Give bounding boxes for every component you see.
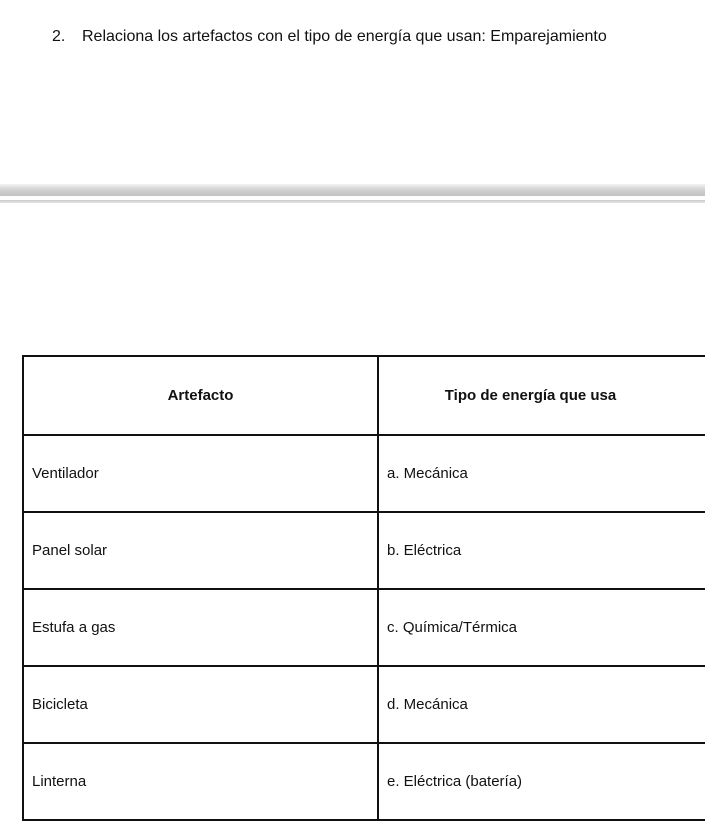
table-row [23,589,705,666]
energia-cell: d. Mecánica [378,666,705,743]
energia-cell: e. Eléctrica (batería) [378,743,705,820]
page-divider-lower [0,200,705,203]
table-header-row [23,356,705,435]
header-tipo-energia: Tipo de energía que usa [378,356,705,435]
question-text: Relaciona los artefactos con el tipo de energía que usan: Emparejamiento [82,28,607,45]
table-row [23,743,705,820]
header-artefacto: Artefacto [23,356,378,435]
table-row [23,435,705,512]
matching-table [22,355,705,821]
artefacto-cell: Panel solar [23,512,378,589]
artefacto-cell: Ventilador [23,435,378,512]
question-heading [52,27,607,47]
energia-cell: c. Química/Térmica [378,589,705,666]
table-row [23,666,705,743]
question-number: 2. [52,28,66,45]
page-divider [0,184,705,196]
artefacto-cell: Estufa a gas [23,589,378,666]
artefacto-cell: Bicicleta [23,666,378,743]
artefacto-cell: Linterna [23,743,378,820]
table-row [23,512,705,589]
energia-cell: b. Eléctrica [378,512,705,589]
energia-cell: a. Mecánica [378,435,705,512]
